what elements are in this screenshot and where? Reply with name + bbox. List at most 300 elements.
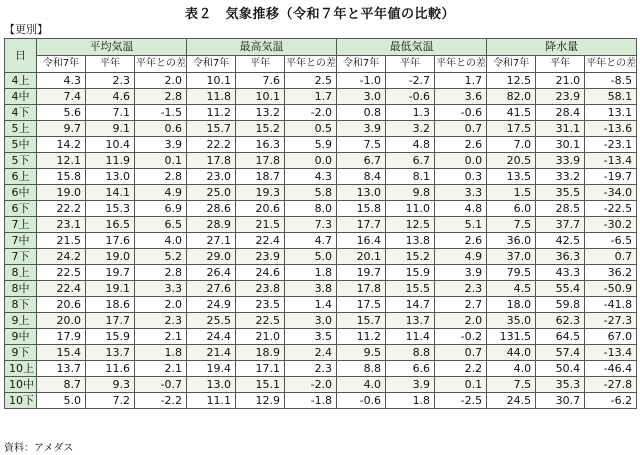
value-cell: -13.4 <box>585 345 637 361</box>
table-row <box>5 313 637 329</box>
value-cell: 17.5 <box>487 121 536 137</box>
value-cell: 7.2 <box>86 393 135 409</box>
value-cell: -50.9 <box>585 281 637 297</box>
value-cell: 3.2 <box>386 121 435 137</box>
value-cell: 23.8 <box>236 281 285 297</box>
value-cell: 5.0 <box>285 249 337 265</box>
value-cell: 1.8 <box>135 345 187 361</box>
value-cell: 24.9 <box>187 297 236 313</box>
value-cell: 24.2 <box>37 249 86 265</box>
value-cell: 7.5 <box>337 137 386 153</box>
value-cell: 13.0 <box>86 169 135 185</box>
value-cell: 37.0 <box>487 249 536 265</box>
value-cell: 4.5 <box>487 281 536 297</box>
value-cell: 17.9 <box>37 329 86 345</box>
value-cell: 23.9 <box>236 249 285 265</box>
sub-header: 平年 <box>86 56 135 73</box>
value-cell: 6.5 <box>135 217 187 233</box>
value-cell: 0.7 <box>585 249 637 265</box>
value-cell: 64.5 <box>536 329 585 345</box>
value-cell: 19.7 <box>337 265 386 281</box>
day-cell: 6下 <box>5 201 37 217</box>
value-cell: 50.4 <box>536 361 585 377</box>
value-cell: 20.5 <box>487 153 536 169</box>
day-cell: 7中 <box>5 233 37 249</box>
value-cell: 2.2 <box>435 361 487 377</box>
value-cell: 17.7 <box>337 217 386 233</box>
value-cell: 44.0 <box>487 345 536 361</box>
value-cell: 62.3 <box>536 313 585 329</box>
group-header: 降水量 <box>487 39 637 56</box>
value-cell: -19.7 <box>585 169 637 185</box>
table-row <box>5 249 637 265</box>
value-cell: 15.2 <box>236 121 285 137</box>
sub-header: 平年との差 <box>285 56 337 73</box>
sub-header: 平年との差 <box>435 56 487 73</box>
sub-header: 平年 <box>236 56 285 73</box>
value-cell: 21.4 <box>187 345 236 361</box>
value-cell: 7.3 <box>285 217 337 233</box>
table-row <box>5 201 637 217</box>
value-cell: 15.4 <box>37 345 86 361</box>
day-cell: 9中 <box>5 329 37 345</box>
value-cell: 5.2 <box>135 249 187 265</box>
value-cell: 10.1 <box>187 73 236 89</box>
table-row <box>5 233 637 249</box>
value-cell: 3.3 <box>435 185 487 201</box>
value-cell: -0.6 <box>337 393 386 409</box>
value-cell: 14.2 <box>37 137 86 153</box>
value-cell: 15.5 <box>386 281 435 297</box>
value-cell: 7.0 <box>487 137 536 153</box>
value-cell: -27.8 <box>585 377 637 393</box>
value-cell: 9.3 <box>86 377 135 393</box>
value-cell: 5.0 <box>37 393 86 409</box>
value-cell: -22.5 <box>585 201 637 217</box>
group-header: 最低気温 <box>337 39 487 56</box>
value-cell: 13.7 <box>86 345 135 361</box>
value-cell: -0.2 <box>435 329 487 345</box>
value-cell: 4.0 <box>487 361 536 377</box>
value-cell: 3.0 <box>337 89 386 105</box>
value-cell: 24.4 <box>187 329 236 345</box>
value-cell: 2.3 <box>285 361 337 377</box>
value-cell: 23.9 <box>536 89 585 105</box>
value-cell: 22.4 <box>37 281 86 297</box>
value-cell: 27.6 <box>187 281 236 297</box>
value-cell: 7.6 <box>236 73 285 89</box>
value-cell: -2.5 <box>435 393 487 409</box>
value-cell: 57.4 <box>536 345 585 361</box>
table-row <box>5 345 637 361</box>
value-cell: -0.7 <box>135 377 187 393</box>
value-cell: 8.8 <box>386 345 435 361</box>
value-cell: 11.1 <box>187 393 236 409</box>
value-cell: 5.1 <box>435 217 487 233</box>
value-cell: 3.9 <box>386 377 435 393</box>
value-cell: 3.8 <box>285 281 337 297</box>
value-cell: 2.0 <box>135 297 187 313</box>
value-cell: 17.8 <box>236 153 285 169</box>
value-cell: 4.8 <box>386 137 435 153</box>
sub-header: 令和7年 <box>37 56 86 73</box>
value-cell: 2.3 <box>435 281 487 297</box>
value-cell: 12.9 <box>236 393 285 409</box>
value-cell: -2.0 <box>285 105 337 121</box>
value-cell: 8.0 <box>285 201 337 217</box>
value-cell: 13.0 <box>187 377 236 393</box>
value-cell: 4.3 <box>37 73 86 89</box>
value-cell: 23.0 <box>187 169 236 185</box>
value-cell: 3.9 <box>135 137 187 153</box>
value-cell: -1.5 <box>135 105 187 121</box>
value-cell: 28.9 <box>187 217 236 233</box>
day-cell: 8下 <box>5 297 37 313</box>
value-cell: 35.0 <box>487 313 536 329</box>
value-cell: 0.6 <box>135 121 187 137</box>
value-cell: 58.1 <box>585 89 637 105</box>
value-cell: 2.0 <box>435 313 487 329</box>
day-cell: 9下 <box>5 345 37 361</box>
value-cell: 2.3 <box>135 313 187 329</box>
value-cell: 55.4 <box>536 281 585 297</box>
value-cell: 3.3 <box>135 281 187 297</box>
group-header: 平均気温 <box>37 39 187 56</box>
table-row <box>5 169 637 185</box>
value-cell: 3.6 <box>435 89 487 105</box>
value-cell: 1.5 <box>487 185 536 201</box>
value-cell: 33.9 <box>536 153 585 169</box>
value-cell: -2.2 <box>135 393 187 409</box>
value-cell: 22.2 <box>37 201 86 217</box>
value-cell: 11.9 <box>86 153 135 169</box>
value-cell: 2.8 <box>135 89 187 105</box>
value-cell: 19.7 <box>86 265 135 281</box>
table-row <box>5 121 637 137</box>
value-cell: 8.7 <box>37 377 86 393</box>
value-cell: -13.4 <box>585 153 637 169</box>
sub-header: 平年 <box>386 56 435 73</box>
value-cell: -8.5 <box>585 73 637 89</box>
value-cell: 21.0 <box>536 73 585 89</box>
value-cell: 15.1 <box>236 377 285 393</box>
value-cell: 4.0 <box>135 233 187 249</box>
value-cell: 22.2 <box>187 137 236 153</box>
table-row <box>5 361 637 377</box>
value-cell: 15.8 <box>37 169 86 185</box>
value-cell: 13.7 <box>37 361 86 377</box>
value-cell: -6.5 <box>585 233 637 249</box>
value-cell: 25.5 <box>187 313 236 329</box>
value-cell: 2.6 <box>435 137 487 153</box>
value-cell: 36.0 <box>487 233 536 249</box>
day-cell: 5中 <box>5 137 37 153</box>
value-cell: 18.6 <box>86 297 135 313</box>
value-cell: 67.0 <box>585 329 637 345</box>
table-row <box>5 329 637 345</box>
value-cell: 10.4 <box>86 137 135 153</box>
value-cell: 6.7 <box>386 153 435 169</box>
value-cell: -0.6 <box>435 105 487 121</box>
value-cell: 13.0 <box>337 185 386 201</box>
day-cell: 5上 <box>5 121 37 137</box>
value-cell: 79.5 <box>487 265 536 281</box>
value-cell: 35.3 <box>536 377 585 393</box>
value-cell: 6.0 <box>487 201 536 217</box>
day-cell: 4上 <box>5 73 37 89</box>
value-cell: 13.8 <box>386 233 435 249</box>
value-cell: -0.6 <box>386 89 435 105</box>
table-row <box>5 185 637 201</box>
value-cell: 15.9 <box>86 329 135 345</box>
value-cell: 28.4 <box>536 105 585 121</box>
value-cell: 1.7 <box>285 89 337 105</box>
value-cell: -46.4 <box>585 361 637 377</box>
value-cell: 17.8 <box>337 281 386 297</box>
value-cell: 4.9 <box>135 185 187 201</box>
value-cell: 24.5 <box>487 393 536 409</box>
value-cell: 4.9 <box>435 249 487 265</box>
value-cell: 3.9 <box>435 265 487 281</box>
value-cell: 12.1 <box>37 153 86 169</box>
value-cell: 9.8 <box>386 185 435 201</box>
value-cell: 25.0 <box>187 185 236 201</box>
sub-header: 令和7年 <box>337 56 386 73</box>
value-cell: 7.4 <box>37 89 86 105</box>
value-cell: 3.9 <box>337 121 386 137</box>
value-cell: 21.5 <box>37 233 86 249</box>
value-cell: 27.1 <box>187 233 236 249</box>
weather-table <box>4 38 637 409</box>
table-row <box>5 377 637 393</box>
value-cell: 59.8 <box>536 297 585 313</box>
value-cell: 29.0 <box>187 249 236 265</box>
value-cell: 9.7 <box>37 121 86 137</box>
value-cell: 4.0 <box>337 377 386 393</box>
day-cell: 9上 <box>5 313 37 329</box>
day-cell: 4下 <box>5 105 37 121</box>
value-cell: 28.5 <box>536 201 585 217</box>
table-row <box>5 281 637 297</box>
value-cell: 6.7 <box>337 153 386 169</box>
value-cell: 33.2 <box>536 169 585 185</box>
value-cell: 19.4 <box>187 361 236 377</box>
value-cell: 8.1 <box>386 169 435 185</box>
value-cell: 26.4 <box>187 265 236 281</box>
table-row <box>5 89 637 105</box>
value-cell: 82.0 <box>487 89 536 105</box>
value-cell: 30.1 <box>536 137 585 153</box>
value-cell: 11.8 <box>187 89 236 105</box>
value-cell: 0.5 <box>285 121 337 137</box>
day-cell: 10中 <box>5 377 37 393</box>
value-cell: 28.6 <box>187 201 236 217</box>
value-cell: 11.2 <box>187 105 236 121</box>
table-row <box>5 217 637 233</box>
value-cell: 12.5 <box>487 73 536 89</box>
value-cell: 1.7 <box>435 73 487 89</box>
value-cell: -2.7 <box>386 73 435 89</box>
value-cell: 36.3 <box>536 249 585 265</box>
table-row <box>5 297 637 313</box>
value-cell: 9.5 <box>337 345 386 361</box>
value-cell: -27.3 <box>585 313 637 329</box>
value-cell: 5.8 <box>285 185 337 201</box>
day-cell: 4中 <box>5 89 37 105</box>
location-label: 【更別】 <box>4 23 48 36</box>
value-cell: 2.3 <box>86 73 135 89</box>
value-cell: 3.0 <box>285 313 337 329</box>
value-cell: 14.7 <box>386 297 435 313</box>
day-cell: 5下 <box>5 153 37 169</box>
value-cell: 8.4 <box>337 169 386 185</box>
value-cell: 17.8 <box>187 153 236 169</box>
value-cell: 15.2 <box>386 249 435 265</box>
value-cell: 18.0 <box>487 297 536 313</box>
value-cell: 1.4 <box>285 297 337 313</box>
value-cell: 2.7 <box>435 297 487 313</box>
value-cell: 22.5 <box>236 313 285 329</box>
value-cell: 19.1 <box>86 281 135 297</box>
value-cell: 9.1 <box>86 121 135 137</box>
value-cell: 16.4 <box>337 233 386 249</box>
sub-header: 平年との差 <box>585 56 637 73</box>
value-cell: 7.5 <box>487 217 536 233</box>
value-cell: 23.1 <box>37 217 86 233</box>
value-cell: 11.2 <box>337 329 386 345</box>
value-cell: 6.6 <box>386 361 435 377</box>
value-cell: 2.4 <box>285 345 337 361</box>
value-cell: 18.9 <box>236 345 285 361</box>
value-cell: 2.6 <box>435 233 487 249</box>
day-cell: 7下 <box>5 249 37 265</box>
value-cell: 1.8 <box>285 265 337 281</box>
value-cell: 11.6 <box>86 361 135 377</box>
value-cell: 13.1 <box>585 105 637 121</box>
value-cell: 7.5 <box>487 377 536 393</box>
day-cell: 6中 <box>5 185 37 201</box>
value-cell: 24.6 <box>236 265 285 281</box>
value-cell: 4.7 <box>285 233 337 249</box>
value-cell: 0.1 <box>435 377 487 393</box>
value-cell: 37.7 <box>536 217 585 233</box>
value-cell: 15.7 <box>187 121 236 137</box>
value-cell: -1.8 <box>285 393 337 409</box>
value-cell: 20.0 <box>37 313 86 329</box>
value-cell: -13.6 <box>585 121 637 137</box>
value-cell: 0.0 <box>285 153 337 169</box>
table-row <box>5 137 637 153</box>
value-cell: 5.9 <box>285 137 337 153</box>
value-cell: 18.7 <box>236 169 285 185</box>
value-cell: 12.5 <box>386 217 435 233</box>
value-cell: 31.1 <box>536 121 585 137</box>
value-cell: 2.5 <box>285 73 337 89</box>
value-cell: 3.5 <box>285 329 337 345</box>
value-cell: 19.0 <box>86 249 135 265</box>
day-cell: 10上 <box>5 361 37 377</box>
value-cell: 14.1 <box>86 185 135 201</box>
sub-header: 令和7年 <box>487 56 536 73</box>
value-cell: 41.5 <box>487 105 536 121</box>
value-cell: -34.0 <box>585 185 637 201</box>
source-note: 資料：アメダス <box>4 443 74 454</box>
value-cell: 11.4 <box>386 329 435 345</box>
value-cell: 4.6 <box>86 89 135 105</box>
value-cell: 17.7 <box>86 313 135 329</box>
value-cell: 17.1 <box>236 361 285 377</box>
day-cell: 10下 <box>5 393 37 409</box>
sub-header: 平年 <box>536 56 585 73</box>
sub-header: 令和7年 <box>187 56 236 73</box>
value-cell: 17.6 <box>86 233 135 249</box>
value-cell: 15.9 <box>386 265 435 281</box>
table-row <box>5 153 637 169</box>
value-cell: 4.8 <box>435 201 487 217</box>
value-cell: 1.3 <box>386 105 435 121</box>
group-header: 最高気温 <box>187 39 337 56</box>
value-cell: -6.2 <box>585 393 637 409</box>
value-cell: 7.1 <box>86 105 135 121</box>
value-cell: 13.2 <box>236 105 285 121</box>
day-column-header: 日 <box>5 39 37 73</box>
value-cell: 8.8 <box>337 361 386 377</box>
value-cell: 15.7 <box>337 313 386 329</box>
value-cell: 4.3 <box>285 169 337 185</box>
value-cell: 21.0 <box>236 329 285 345</box>
table-row <box>5 265 637 281</box>
value-cell: 15.3 <box>86 201 135 217</box>
value-cell: 42.5 <box>536 233 585 249</box>
value-cell: 0.7 <box>435 121 487 137</box>
value-cell: 0.8 <box>337 105 386 121</box>
value-cell: 13.5 <box>487 169 536 185</box>
day-cell: 6上 <box>5 169 37 185</box>
value-cell: 13.7 <box>386 313 435 329</box>
value-cell: 10.1 <box>236 89 285 105</box>
value-cell: 11.0 <box>386 201 435 217</box>
table-row <box>5 393 637 409</box>
value-cell: 20.6 <box>37 297 86 313</box>
sub-header: 平年との差 <box>135 56 187 73</box>
day-cell: 8上 <box>5 265 37 281</box>
value-cell: 15.8 <box>337 201 386 217</box>
value-cell: 131.5 <box>487 329 536 345</box>
value-cell: 5.6 <box>37 105 86 121</box>
value-cell: 2.0 <box>135 73 187 89</box>
value-cell: 16.5 <box>86 217 135 233</box>
day-cell: 7上 <box>5 217 37 233</box>
value-cell: 30.7 <box>536 393 585 409</box>
value-cell: 0.0 <box>435 153 487 169</box>
value-cell: 19.3 <box>236 185 285 201</box>
value-cell: 22.5 <box>37 265 86 281</box>
value-cell: -1.0 <box>337 73 386 89</box>
value-cell: 43.3 <box>536 265 585 281</box>
value-cell: 2.1 <box>135 329 187 345</box>
value-cell: 19.0 <box>37 185 86 201</box>
value-cell: 6.9 <box>135 201 187 217</box>
value-cell: 0.3 <box>435 169 487 185</box>
value-cell: 1.8 <box>386 393 435 409</box>
value-cell: 20.1 <box>337 249 386 265</box>
value-cell: -23.1 <box>585 137 637 153</box>
value-cell: 0.1 <box>135 153 187 169</box>
value-cell: 16.3 <box>236 137 285 153</box>
value-cell: 35.5 <box>536 185 585 201</box>
table-row <box>5 73 637 89</box>
value-cell: 0.7 <box>435 345 487 361</box>
